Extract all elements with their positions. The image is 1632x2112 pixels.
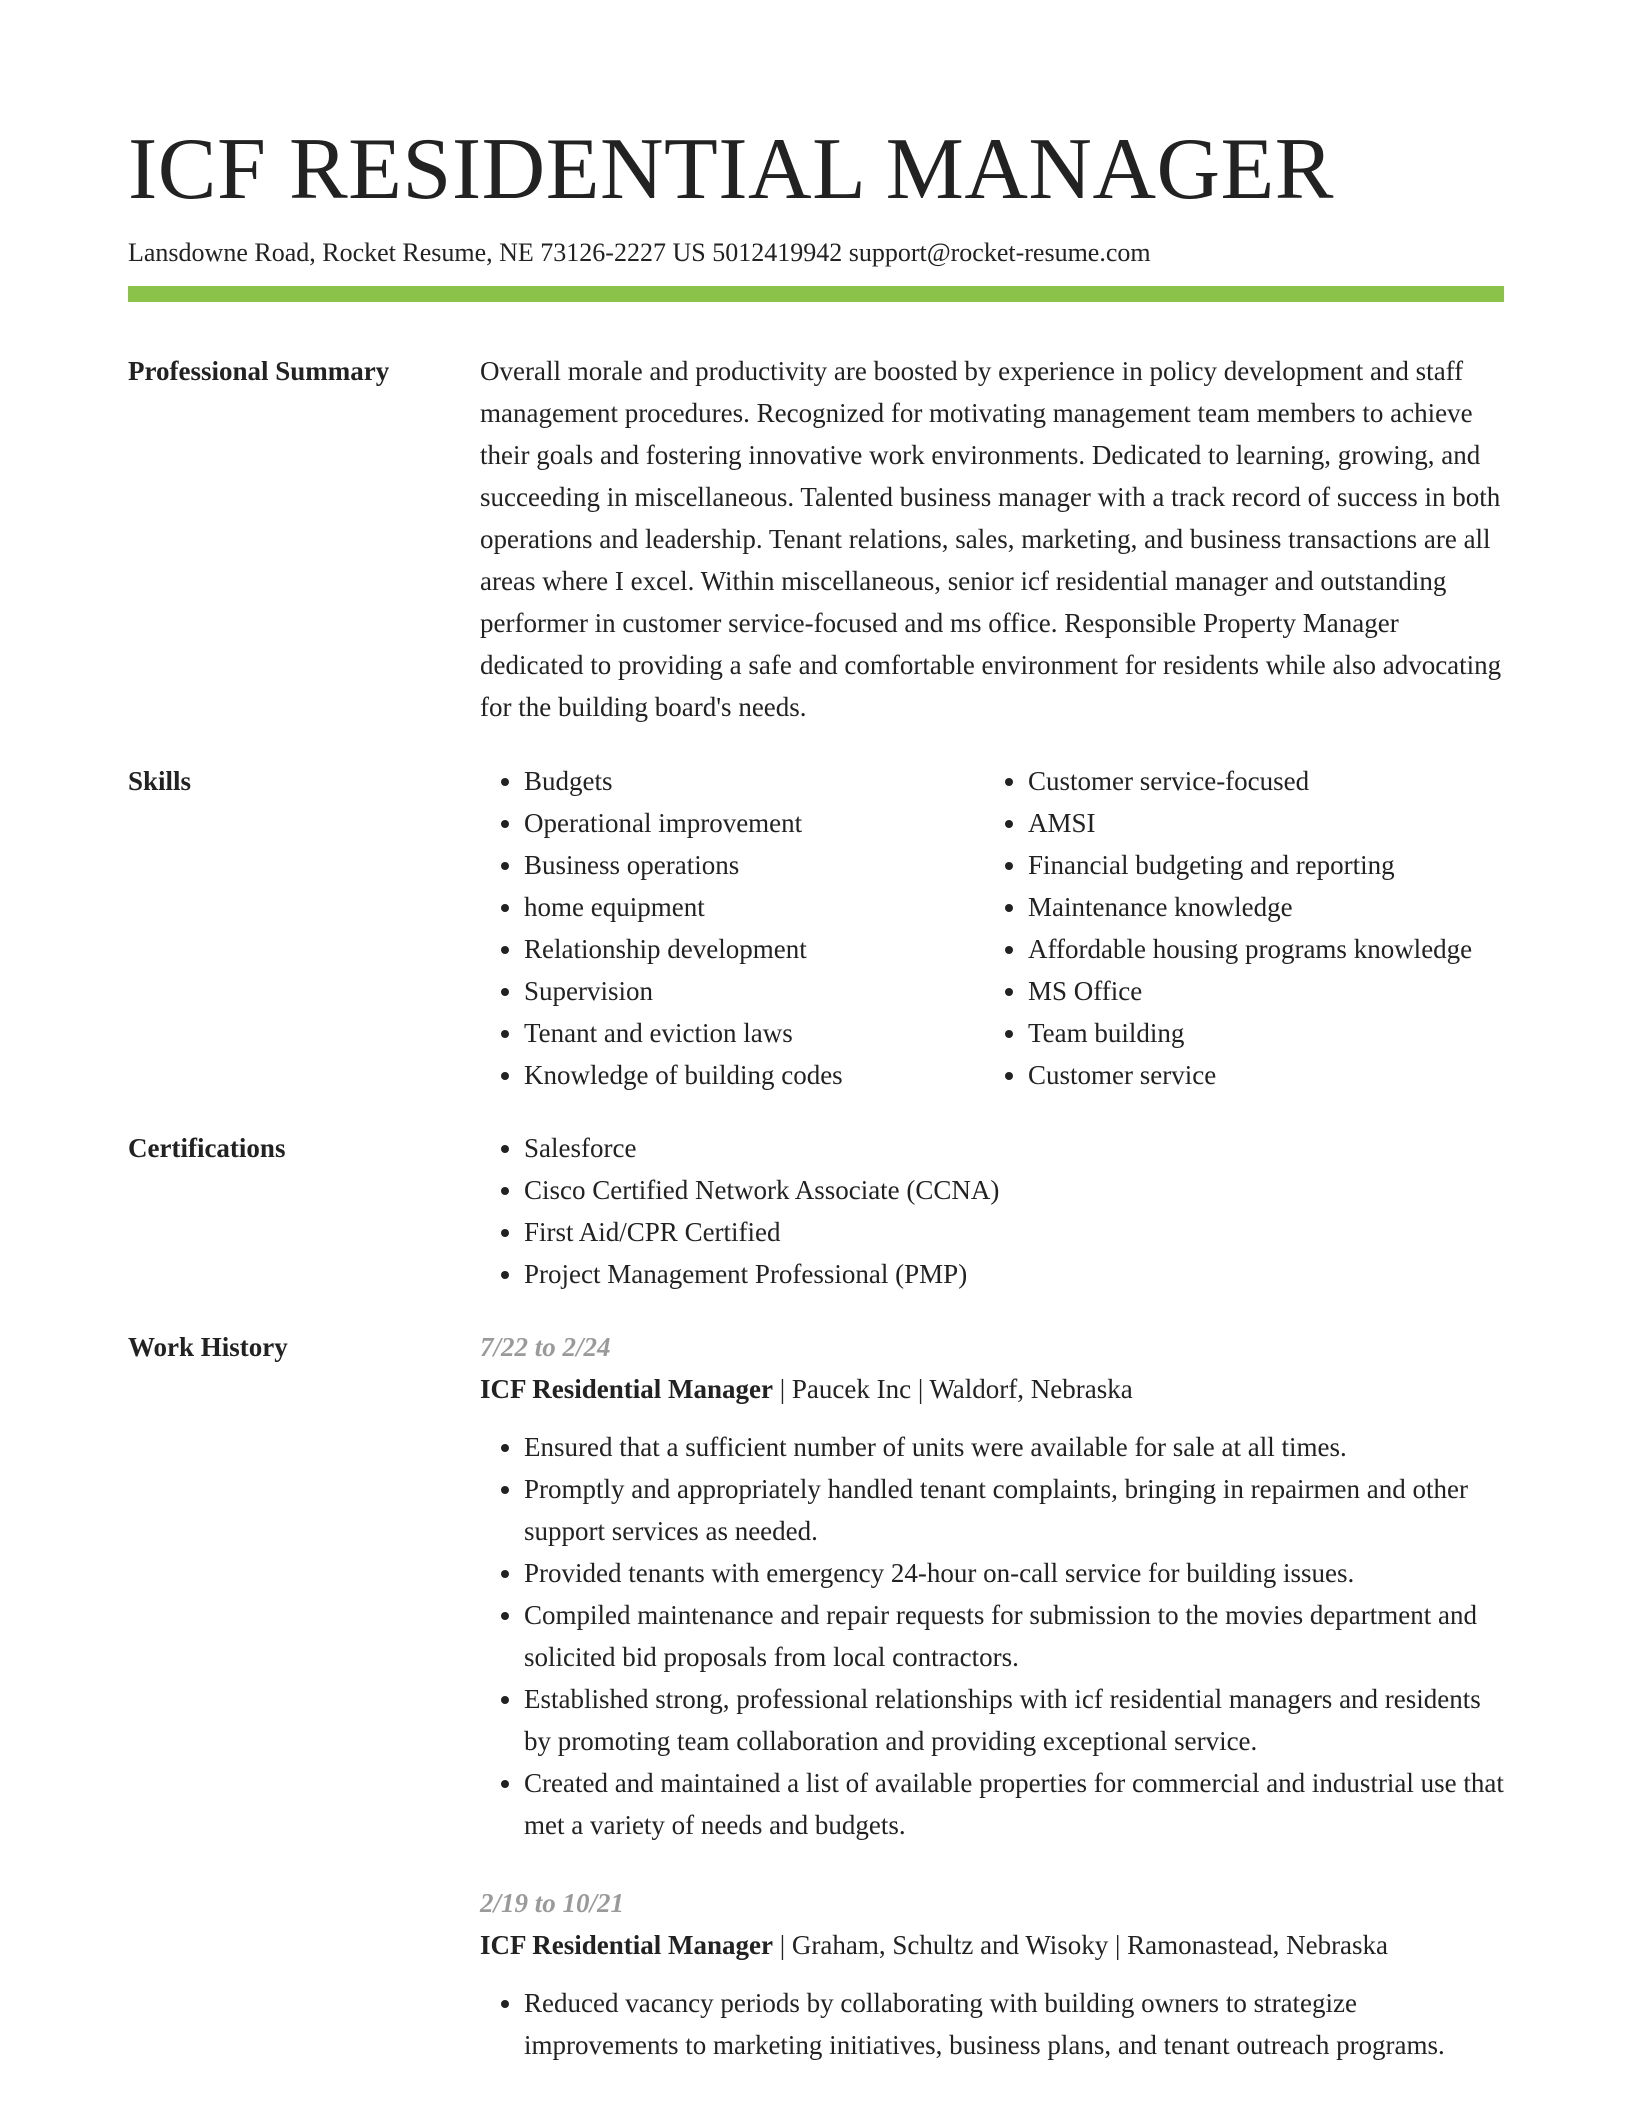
job-title: ICF Residential Manager bbox=[480, 1930, 773, 1960]
skill-item: • Affordable housing programs knowledge bbox=[1028, 928, 1504, 970]
header-divider bbox=[128, 286, 1504, 302]
job-entry bbox=[480, 1326, 1504, 1846]
skill-item: • Supervision bbox=[524, 970, 984, 1012]
job-dates: 2/19 to 10/21 bbox=[480, 1888, 625, 1918]
section-label-summary: Professional Summary bbox=[128, 356, 390, 386]
job-bullet: • Established strong, professional relationships with icf residential managers and residents by promoting team collaboration and providing exceptional service. bbox=[524, 1678, 1504, 1762]
skill-item: • Team building bbox=[1028, 1012, 1504, 1054]
job-dates: 7/22 to 2/24 bbox=[480, 1332, 611, 1362]
job-bullet: • Created and maintained a list of available properties for commercial and industrial use that met a variety of needs and budgets. bbox=[524, 1762, 1504, 1846]
skill-item: • Customer service-focused bbox=[1028, 760, 1504, 802]
job-employer-location: | Paucek Inc | Waldorf, Nebraska bbox=[772, 1374, 1133, 1404]
job-title: ICF Residential Manager bbox=[480, 1374, 773, 1404]
job-title-line bbox=[480, 1368, 1504, 1410]
section-label-certifications: Certifications bbox=[128, 1133, 286, 1163]
skills-list-col1 bbox=[480, 760, 984, 1096]
section-label-skills: Skills bbox=[128, 766, 192, 796]
job-bullet: • Reduced vacancy periods by collaborating with building owners to strategize improvements to marketing initiatives, business plans, and tenant outreach programs. bbox=[524, 1982, 1504, 2066]
skills-list-col2 bbox=[984, 760, 1504, 1096]
resume-page bbox=[128, 118, 1504, 2066]
skill-item: • AMSI bbox=[1028, 802, 1504, 844]
skill-item: • Financial budgeting and reporting bbox=[1028, 844, 1504, 886]
job-bullet: • Promptly and appropriately handled tenant complaints, bringing in repairmen and other support services as needed. bbox=[524, 1468, 1504, 1552]
skill-item: • Maintenance knowledge bbox=[1028, 886, 1504, 928]
job-bullet: • Ensured that a sufficient number of units were available for sale at all times. bbox=[524, 1426, 1504, 1468]
skill-item: • Operational improvement bbox=[524, 802, 984, 844]
job-entry bbox=[480, 1882, 1504, 2066]
certifications-list bbox=[480, 1127, 1504, 1295]
section-summary bbox=[128, 350, 1504, 728]
skill-item: • Business operations bbox=[524, 844, 984, 886]
skill-item: • Customer service bbox=[1028, 1054, 1504, 1096]
skill-item: • Relationship development bbox=[524, 928, 984, 970]
summary-text: Overall morale and productivity are boosted by experience in policy development and staff management procedures. Recognized for motivating management team members to achieve their goals and fostering innovative work environments. Dedicated to learning, growing, and succeeding in miscellaneous. Talented business manager with a track record of success in both operations and leadership. Tenant relations, sales, marketing, and business transactions are all areas where I excel. Within miscellaneous, senior icf residential manager and outstanding performer in customer service-focused and ms office. Responsible Property Manager dedicated to providing a safe and comfortable environment for residents while also advocating for the building board's needs. bbox=[480, 356, 1502, 722]
certification-item: • Project Management Professional (PMP) bbox=[524, 1253, 1504, 1295]
skill-item: • Tenant and eviction laws bbox=[524, 1012, 984, 1054]
certification-item: • Salesforce bbox=[524, 1127, 1504, 1169]
skill-item: • Knowledge of building codes bbox=[524, 1054, 984, 1096]
candidate-name: ICF RESIDENTIAL MANAGER bbox=[128, 121, 1334, 218]
skill-item: • home equipment bbox=[524, 886, 984, 928]
certification-item: • Cisco Certified Network Associate (CCNA) bbox=[524, 1169, 1504, 1211]
job-bullet: • Compiled maintenance and repair requests for submission to the movies department and solicited bid proposals from local contractors. bbox=[524, 1594, 1504, 1678]
skill-item: • Budgets bbox=[524, 760, 984, 802]
job-title-line bbox=[480, 1924, 1504, 1966]
job-bullets bbox=[480, 1982, 1504, 2066]
job-employer-location: | Graham, Schultz and Wisoky | Ramonastead, Nebraska bbox=[772, 1930, 1389, 1960]
section-label-work: Work History bbox=[128, 1332, 288, 1362]
section-work-history bbox=[128, 1326, 1504, 2066]
section-certifications bbox=[128, 1127, 1504, 1295]
contact-line: Lansdowne Road, Rocket Resume, NE 73126-2227 US 5012419942 support@rocket-resume.com bbox=[128, 238, 1151, 267]
job-bullet: • Provided tenants with emergency 24-hour on-call service for building issues. bbox=[524, 1552, 1504, 1594]
certification-item: • First Aid/CPR Certified bbox=[524, 1211, 1504, 1253]
section-skills bbox=[128, 760, 1504, 1096]
job-bullets bbox=[480, 1426, 1504, 1846]
skill-item: • MS Office bbox=[1028, 970, 1504, 1012]
